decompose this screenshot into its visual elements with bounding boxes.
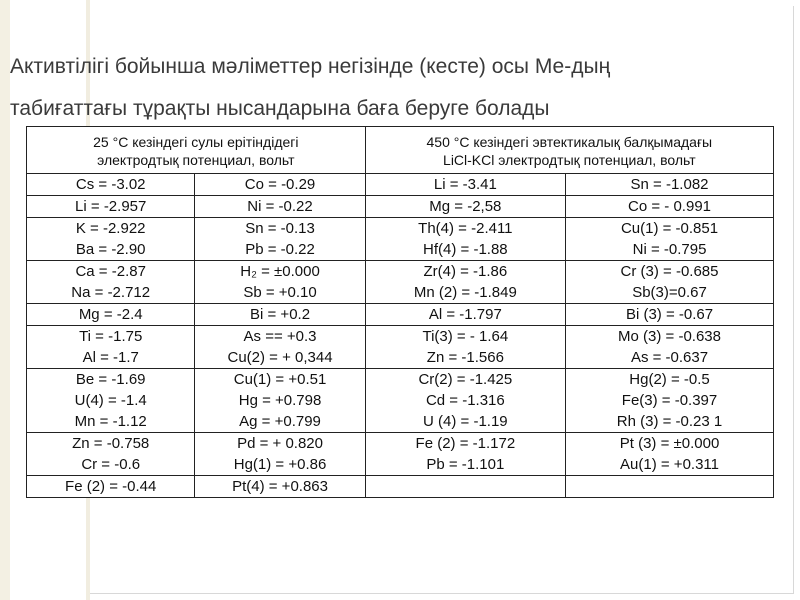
potential-entry: Cu(1) = -0.851 (620, 220, 719, 237)
electrode-potential-table (26, 126, 774, 498)
table-cell (566, 369, 774, 433)
heading-line-1: Активтілігі бойынша мәліметтер негізінде (кесте) осы Ме-дың (10, 55, 611, 78)
potential-entry: Be = -1.69 (75, 371, 146, 388)
table-cell (566, 174, 774, 196)
table-cell (27, 174, 195, 196)
table-cell (27, 369, 195, 433)
potential-entry: Pd = + 0.820 (237, 435, 323, 452)
potential-entry: Ti = -1.75 (79, 328, 143, 345)
table-cell (566, 218, 774, 261)
table-cell (195, 196, 365, 218)
header-aqueous-line-2: электродтық потенциал, вольт (97, 152, 295, 168)
potential-entry: Rh (3) = -0.23 1 (616, 413, 723, 430)
slide-frame-right (793, 6, 794, 594)
potential-entry: Ti(3) = - 1.64 (422, 328, 509, 345)
potential-entry: Mg = -2.4 (78, 306, 143, 323)
potential-entry: Ni = -0.795 (632, 241, 707, 258)
potential-entry: Fe (2) = -1.172 (415, 435, 516, 452)
table-cell (195, 218, 365, 261)
table-cell (195, 261, 365, 304)
potential-entry: Co = -0.29 (244, 176, 316, 193)
potential-entry: Pt(4) = +0.863 (232, 478, 328, 495)
potential-entry: Cr (3) = -0.685 (620, 263, 719, 280)
potential-entry: Hf(4) = -1.88 (423, 241, 508, 258)
potential-entry: Bi (3) = -0.67 (625, 306, 714, 323)
table-row (27, 218, 774, 261)
potential-entry: U(4) = -1.4 (74, 392, 147, 409)
table-cell (566, 326, 774, 369)
potential-entry: Li = -2.957 (75, 198, 147, 215)
potential-entry: Bi = +0.2 (250, 306, 311, 323)
table-cell (566, 261, 774, 304)
potential-entry: Cr(2) = -1.425 (418, 371, 513, 388)
table-cell (27, 476, 195, 498)
potential-entry: Co = - 0.991 (628, 198, 711, 215)
potential-entry: Cd = -1.316 (425, 392, 505, 409)
potential-entry: Sb(3)=0.67 (632, 284, 707, 301)
potential-entry: Cs = -3.02 (75, 176, 146, 193)
table-row (27, 369, 774, 433)
table-row (27, 476, 774, 498)
table-cell (365, 326, 565, 369)
potential-entry: Ag = +0.799 (239, 413, 321, 430)
table-cell (365, 476, 565, 498)
table-row (27, 326, 774, 369)
slide-frame-bottom (90, 593, 794, 594)
potential-entry: Zr(4) = -1.86 (423, 263, 508, 280)
potential-entry: Cu(1) = +0.51 (233, 371, 327, 388)
header-aqueous-25c (27, 127, 366, 174)
table-cell (195, 174, 365, 196)
table-cell (27, 304, 195, 326)
table-header-row (27, 127, 774, 174)
table-cell (27, 433, 195, 476)
potential-entry: Fe(3) = -0.397 (621, 392, 718, 409)
potential-entry: U (4) = -1.19 (423, 413, 508, 430)
table-cell (566, 196, 774, 218)
potential-entry: Sn = -1.082 (630, 176, 709, 193)
table-cell (195, 304, 365, 326)
table-body (27, 127, 774, 498)
heading-line-2: табиғаттағы тұрақты нысандарына баға беруге болады (10, 97, 550, 120)
table-bottom-mask (150, 537, 790, 557)
table-row (27, 304, 774, 326)
table-row (27, 261, 774, 304)
table-cell (566, 433, 774, 476)
header-eutectic-450c (365, 127, 773, 174)
slide-heading (10, 46, 770, 130)
table-cell (27, 326, 195, 369)
potential-entry: Mn (2) = -1.849 (413, 284, 517, 301)
potential-entry: Mg = -2,58 (429, 198, 502, 215)
potential-entry: H₂ = ±0.000 (240, 263, 320, 280)
potential-entry: Cu(2) = + 0,344 (227, 349, 333, 366)
table-cell (27, 196, 195, 218)
table-cell (27, 218, 195, 261)
table-row (27, 174, 774, 196)
potential-entry: Ba = -2.90 (75, 241, 146, 258)
potential-entry: Th(4) = -2.411 (418, 220, 513, 237)
potential-entry: K = -2.922 (75, 220, 146, 237)
potential-entry: Pb = -1.101 (426, 456, 505, 473)
slide-left-strip (0, 0, 10, 600)
potential-entry: Mo (3) = -0.638 (618, 328, 721, 345)
table-cell (365, 433, 565, 476)
table-cell (365, 174, 565, 196)
potential-entry: Mn = -1.12 (74, 413, 147, 430)
header-eutectic-line-2: LiCl-KCl электродтық потенциал, вольт (443, 152, 696, 168)
potential-entry: Fe (2) = -0.44 (65, 478, 157, 495)
potential-entry: Sb = +0.10 (243, 284, 317, 301)
potential-entry: Al = -1.7 (82, 349, 139, 366)
header-eutectic-line-1: 450 °С кезіндегі эвтектикалық балқымадағы (426, 134, 713, 150)
table-cell (195, 476, 365, 498)
potential-entry: As == +0.3 (243, 328, 317, 345)
potential-entry: Al = -1.797 (428, 306, 502, 323)
header-aqueous-line-1: 25 °С кезіндегі сулы ерітіндідегі (93, 134, 299, 150)
potential-entry: Hg(2) = -0.5 (629, 371, 710, 388)
potential-entry: Pb = -0.22 (245, 241, 315, 258)
table-cell (27, 261, 195, 304)
potential-entry: Sn = -0.13 (245, 220, 315, 237)
potential-entry: Hg = +0.798 (238, 392, 322, 409)
table-cell (365, 369, 565, 433)
table-row (27, 433, 774, 476)
table-cell (365, 304, 565, 326)
potential-entry: Pt (3) = ±0.000 (619, 435, 720, 452)
potential-entry: Ni = -0.22 (247, 198, 313, 215)
table-row (27, 196, 774, 218)
potential-entry: Cr = -0.6 (81, 456, 141, 473)
table-cell (365, 218, 565, 261)
table-cell (195, 326, 365, 369)
table-cell (566, 304, 774, 326)
table-cell (365, 261, 565, 304)
potential-entry: Zn = -1.566 (426, 349, 504, 366)
potential-entry: Zn = -0.758 (72, 435, 150, 452)
potential-entry: Na = -2.712 (71, 284, 151, 301)
potential-entry: Li = -3.41 (433, 176, 497, 193)
table-cell (566, 476, 774, 498)
potential-entry: As = -0.637 (630, 349, 709, 366)
table-cell (195, 433, 365, 476)
potential-entry: Ca = -2.87 (75, 263, 146, 280)
potential-entry: Au(1) = +0.311 (620, 456, 719, 473)
table-cell (365, 196, 565, 218)
potential-entry: Hg(1) = +0.86 (233, 456, 327, 473)
table-cell (195, 369, 365, 433)
